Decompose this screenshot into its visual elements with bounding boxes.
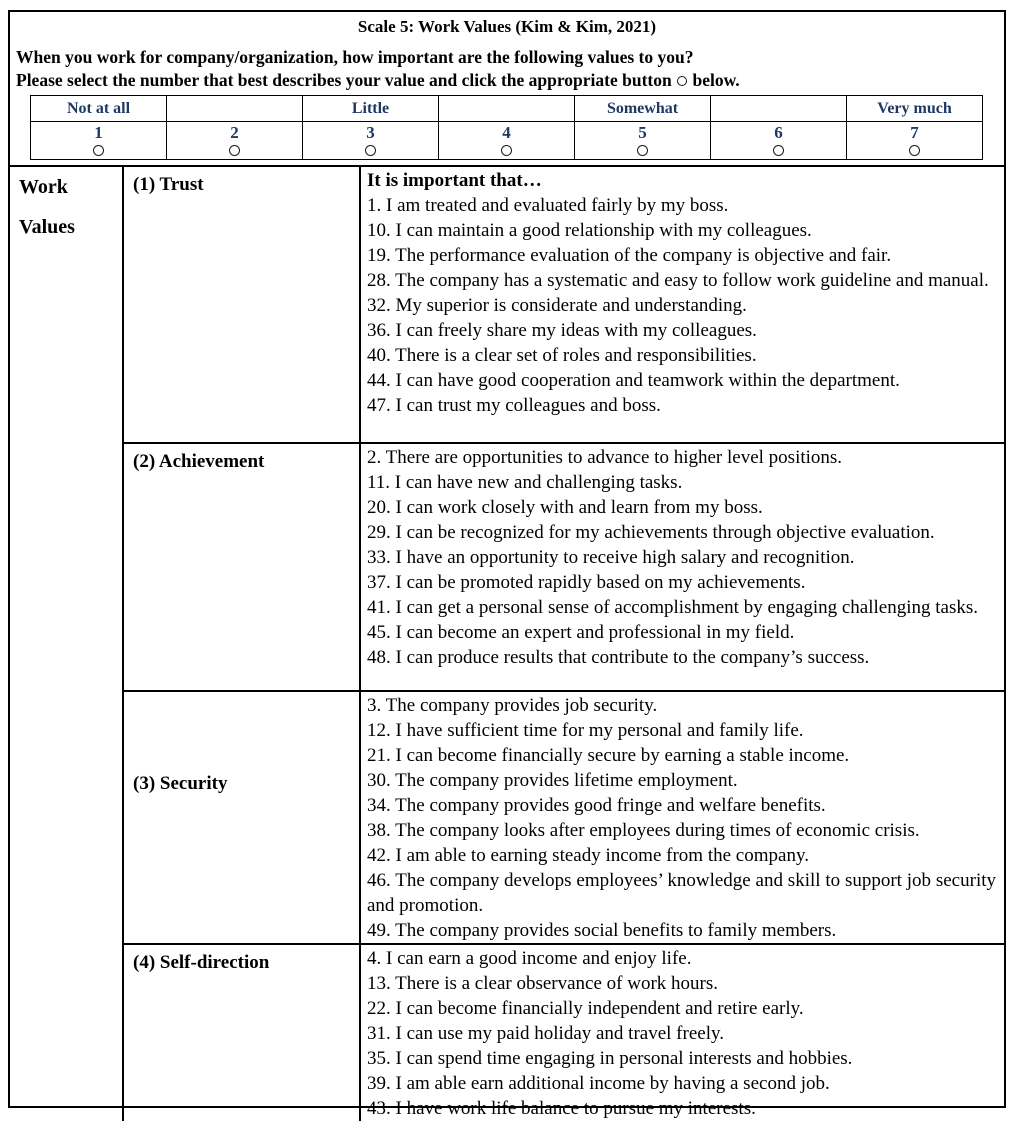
scale-anchor-cell-3 bbox=[303, 96, 439, 122]
category-achievement: (2) Achievement bbox=[123, 443, 360, 691]
survey-page bbox=[8, 10, 1006, 1119]
table-row-achievement bbox=[10, 443, 1004, 691]
item-28: 28. The company has a systematic and easy to follow work guideline and manual. bbox=[367, 270, 989, 291]
radio-button-4[interactable] bbox=[501, 145, 512, 156]
scale-option-row bbox=[31, 122, 983, 160]
rating-scale-table bbox=[30, 95, 983, 160]
item-44: 44. I can have good cooperation and teamwork within the department. bbox=[367, 370, 900, 391]
item-12: 12. I have sufficient time for my personal and family life. bbox=[367, 720, 804, 741]
radio-button-6[interactable] bbox=[773, 145, 784, 156]
item-32: 32. My superior is considerate and understanding. bbox=[367, 295, 747, 316]
scale-value-2: 2 bbox=[230, 123, 239, 142]
instruction-line-1: When you work for company/organization, how important are the following values to you? bbox=[16, 47, 694, 67]
scale-value-3: 3 bbox=[366, 123, 375, 142]
items-achievement bbox=[360, 443, 1004, 691]
radio-button-3[interactable] bbox=[365, 145, 376, 156]
item-45: 45. I can become an expert and professional in my field. bbox=[367, 622, 795, 643]
category-security: (3) Security bbox=[123, 691, 360, 944]
item-4: 4. I can earn a good income and enjoy life. bbox=[367, 948, 692, 969]
scale-option-cell-4 bbox=[439, 122, 575, 160]
scale-value-6: 6 bbox=[774, 123, 783, 142]
row-header-work-values bbox=[10, 166, 123, 1121]
radio-button-2[interactable] bbox=[229, 145, 240, 156]
item-34: 34. The company provides good fringe and welfare benefits. bbox=[367, 795, 826, 816]
item-10: 10. I can maintain a good relationship with my colleagues. bbox=[367, 220, 812, 241]
scale-anchor-label-not-at-all: Not at all bbox=[66, 100, 131, 117]
row-header-line-1: Work bbox=[19, 176, 68, 198]
items-lead: It is important that… bbox=[367, 170, 542, 191]
item-38: 38. The company looks after employees during times of economic crisis. bbox=[367, 820, 920, 841]
scale-option-cell-2 bbox=[167, 122, 303, 160]
scale-anchor-label-little: Little bbox=[351, 100, 390, 117]
item-43: 43. I have work life balance to pursue my interests. bbox=[367, 1098, 756, 1119]
item-31: 31. I can use my paid holiday and travel freely. bbox=[367, 1023, 725, 1044]
item-11: 11. I can have new and challenging tasks. bbox=[367, 472, 683, 493]
item-29: 29. I can be recognized for my achievements through objective evaluation. bbox=[367, 522, 935, 543]
scale-option-cell-6 bbox=[711, 122, 847, 160]
item-21: 21. I can become financially secure by earning a stable income. bbox=[367, 745, 850, 766]
scale-anchor-cell-7 bbox=[847, 96, 983, 122]
item-22: 22. I can become financially independent and retire early. bbox=[367, 998, 804, 1019]
item-41: 41. I can get a personal sense of accomplishment by engaging challenging tasks. bbox=[367, 597, 978, 618]
scale-title: Scale 5: Work Values (Kim & Kim, 2021) bbox=[357, 17, 657, 36]
items-security bbox=[360, 691, 1004, 944]
scale-value-5: 5 bbox=[638, 123, 647, 142]
radio-button-7[interactable] bbox=[909, 145, 920, 156]
work-values-table bbox=[10, 165, 1004, 1121]
scale-anchor-label-very-much: Very much bbox=[877, 100, 952, 117]
scale-anchor-cell-2 bbox=[167, 96, 303, 122]
item-46: 46. The company develops employees’ knowledge and skill to support job security and promotion. bbox=[367, 870, 996, 916]
scale-option-cell-7 bbox=[847, 122, 983, 160]
instruction-line-2: Please select the number that best describes your value and click the appropriate button below. bbox=[16, 70, 740, 90]
scale-anchor-cell-6 bbox=[711, 96, 847, 122]
item-13: 13. There is a clear observance of work hours. bbox=[367, 973, 719, 994]
category-self-direction: (4) Self-direction bbox=[123, 944, 360, 1121]
item-48: 48. I can produce results that contribute to the company’s success. bbox=[367, 647, 870, 668]
scale-option-cell-3 bbox=[303, 122, 439, 160]
instructions bbox=[16, 46, 998, 92]
scale-anchor-label-somewhat: Somewhat bbox=[606, 100, 679, 117]
item-49: 49. The company provides social benefits to family members. bbox=[367, 920, 837, 941]
row-header-line-2: Values bbox=[19, 216, 75, 238]
radio-circle-glyph-icon bbox=[677, 76, 687, 86]
scale-value-4: 4 bbox=[502, 123, 511, 142]
scale-anchor-cell-5 bbox=[575, 96, 711, 122]
radio-button-5[interactable] bbox=[637, 145, 648, 156]
item-33: 33. I have an opportunity to receive high salary and recognition. bbox=[367, 547, 855, 568]
table-row-trust bbox=[10, 166, 1004, 443]
item-39: 39. I am able earn additional income by having a second job. bbox=[367, 1073, 830, 1094]
items-self-direction bbox=[360, 944, 1004, 1121]
scale-value-1: 1 bbox=[94, 123, 103, 142]
item-3: 3. The company provides job security. bbox=[367, 695, 658, 716]
table-row-self-direction bbox=[10, 944, 1004, 1121]
scale-value-7: 7 bbox=[910, 123, 919, 142]
scale-anchor-row bbox=[31, 96, 983, 122]
radio-button-1[interactable] bbox=[93, 145, 104, 156]
scale-anchor-cell-1 bbox=[31, 96, 167, 122]
item-30: 30. The company provides lifetime employment. bbox=[367, 770, 738, 791]
item-42: 42. I am able to earning steady income from the company. bbox=[367, 845, 809, 866]
scale-anchor-cell-4 bbox=[439, 96, 575, 122]
scale-option-cell-5 bbox=[575, 122, 711, 160]
category-trust: (1) Trust bbox=[123, 166, 360, 443]
item-19: 19. The performance evaluation of the company is objective and fair. bbox=[367, 245, 892, 266]
item-20: 20. I can work closely with and learn from my boss. bbox=[367, 497, 763, 518]
item-47: 47. I can trust my colleagues and boss. bbox=[367, 395, 661, 416]
item-37: 37. I can be promoted rapidly based on my achievements. bbox=[367, 572, 806, 593]
items-trust bbox=[360, 166, 1004, 443]
scale-option-cell-1 bbox=[31, 122, 167, 160]
item-36: 36. I can freely share my ideas with my colleagues. bbox=[367, 320, 757, 341]
item-2: 2. There are opportunities to advance to higher level positions. bbox=[367, 447, 843, 468]
item-40: 40. There is a clear set of roles and responsibilities. bbox=[367, 345, 757, 366]
table-row-security bbox=[10, 691, 1004, 944]
item-35: 35. I can spend time engaging in personal interests and hobbies. bbox=[367, 1048, 853, 1069]
item-1: 1. I am treated and evaluated fairly by my boss. bbox=[367, 195, 729, 216]
